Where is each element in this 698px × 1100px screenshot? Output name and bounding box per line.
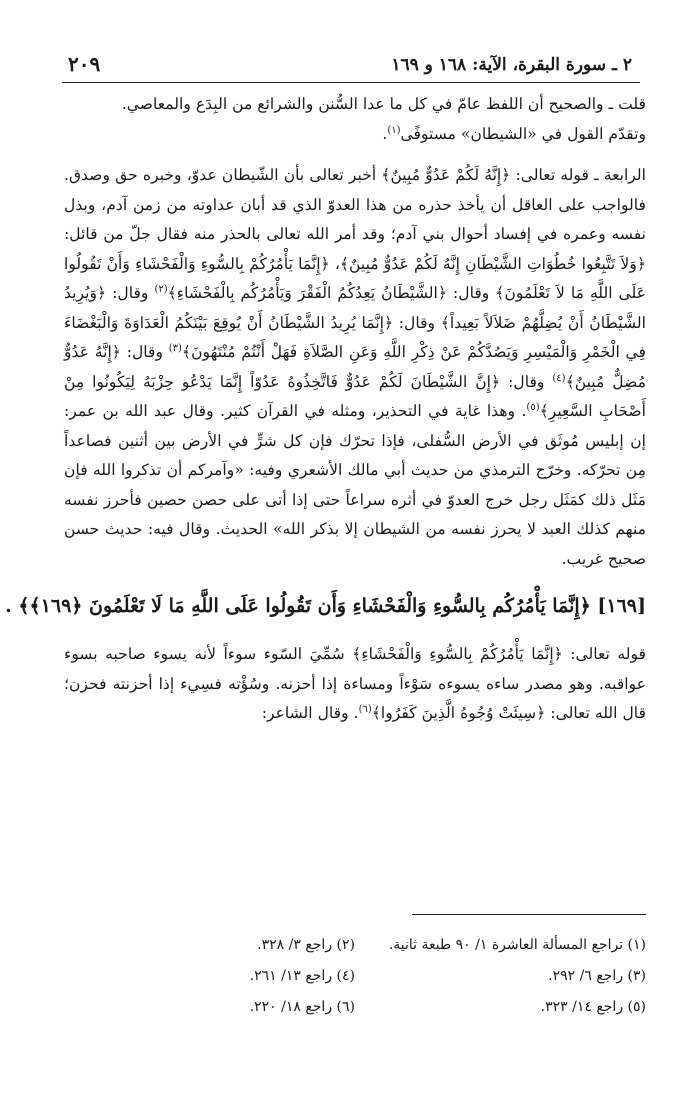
footnote-2: (٢) راجع ٣/ ٣٢٨.: [257, 937, 355, 953]
page-number: ٢٠٩: [68, 52, 101, 76]
footnote-row-3: [64, 992, 646, 1023]
paragraph-4-end: . وقال الشاعر:: [261, 704, 359, 722]
paragraph-3b-text: وقال: ﴿وَيُرِيدُ الشَّيْطَانُ أَنْ يُضِلَّهُمْ ضَلاَلاً بَعِيداً﴾ وقال: ﴿إِنَّمَا يُرِيدُ الشَّيْطَانُ أَنْ يُوقِعَ بَيْنَكُمُ الْعَدَاوَةَ وَالْبَغْضَاءَ فِي الْخَمْرِ وَالْمَيْسِرِ وَيَصُدَّكُمْ عَنْ ذِكْرِ اللَّهِ وَعَنِ الصَّلاَةِ فَهَلْ أَنْتُمْ مُنْتَهُونَ﴾: [64, 284, 646, 361]
footnote-row-1: [64, 930, 646, 961]
footnote-1: (١) تراجع المسألة العاشرة ١/ ٩٠ طبعة ثانية.: [388, 937, 646, 953]
paragraph-4: [64, 640, 646, 729]
paragraph-1: [64, 90, 646, 120]
paragraph-4-text: قوله تعالى: ﴿إِنَّمَا يَأْمُرُكُمْ بِالسُّوءِ وَالْفَحْشَاءِ﴾ سُمِّيَ السّوء سوءاً لأنه يسوء صاحبه بسوء عواقبه. وهو مصدر ساءه يسوءه سَوْءاً ومساءة إذا أحزنه. وسُؤْته فسِيء إذا أحزنته فحزن؛ قال الله تعالى: ﴿سِيئَتْ وُجُوهُ الَّذِينَ كَفَرُوا﴾: [64, 645, 646, 722]
footnote-ref-2: (٢): [154, 283, 168, 295]
footnote-4: (٤) راجع ١٣/ ٢٦١.: [249, 968, 355, 984]
footnote-row-2: [64, 961, 646, 992]
footnote-divider: [412, 914, 646, 915]
spacer: [64, 149, 646, 161]
footnote-ref-4: (٤): [552, 372, 566, 384]
footnote-ref-6: (٦): [358, 703, 372, 715]
footnote-6: (٦) راجع ١٨/ ٢٢٠.: [249, 999, 355, 1015]
page-header: [62, 52, 640, 83]
paragraph-3d-text: وقال: ﴿إِنَّ الشَّيْطَانَ لَكُمْ عَدُوٌّ فَاتَّخِذُوهُ عَدُوّاً إِنَّمَا يَدْعُو حِزْبَهُ لِيَكُونُوا مِنْ أَصْحَابِ السَّعِيرِ﴾: [64, 372, 646, 420]
footnote-3: (٣) راجع ٦/ ٢٩٢.: [548, 968, 646, 984]
paragraph-2-text: وتقدّم القول في «الشيطان» مستوفًى: [400, 124, 646, 143]
paragraph-3: [64, 161, 646, 574]
verse-heading: [١٦٩] ﴿إِنَّمَا يَأْمُرُكُم بِالسُّوءِ وَالْفَحْشَاءِ وَأَن تَقُولُوا عَلَى اللَّهِ مَا لَا تَعْلَمُونَ ﴿١٦٩﴾﴾ .: [5, 595, 646, 617]
footnote-5: (٥) راجع ١٤/ ٣٢٣.: [540, 999, 646, 1015]
paragraph-3c-text: وقال: ﴿إِنَّهُ عَدُوٌّ مُضِلٌّ مُبِينٌ﴾: [64, 343, 646, 391]
footnotes: [64, 930, 646, 1023]
paragraph-3a-text: الرابعة ـ قوله تعالى: ﴿إِنَّهُ لَكُمْ عَدُوٌّ مُبِينٌ﴾ أخبر تعالى بأن الشّيطان عدوّ، وخبره حق وصدق. فالواجب على العاقل أن يأخذ حذره من هذا العدوّ الذي قد أبان عداوته من زمن آدم، وبذل نفسه وعمره في إفساد أحوال بني آدم؛ وقد أمر الله تعالى بالحذر منه فقال جلّ من قائل: ﴿وَلاَ تَتَّبِعُوا خُطُوَاتِ الشَّيْطَانِ إِنَّهُ لَكُمْ عَدُوٌّ مُبِينٌ﴾، ﴿إِنَّمَا يَأْمُرُكُمْ بِالسُّوءِ وَالْفَحْشَاءِ وَأَنْ تَقُولُوا عَلَى اللَّهِ مَا لاَ تَعْلَمُونَ﴾ وقال: ﴿الشَّيْطَانُ يَعِدُكُمُ الْفَقْرَ وَيَأْمُرُكُم بِالْفَحْشَاءِ﴾: [64, 166, 646, 302]
main-text: [5, 90, 647, 729]
running-title: ٢ ـ سورة البقرة، الآية: ١٦٨ و ١٦٩: [391, 55, 632, 75]
paragraph-2: وتقدّم القول في «الشيطان» مستوفًى$^{(١)}$.: [382, 124, 646, 143]
footnote-ref-5: (٥): [526, 401, 540, 413]
paragraph-3e-text: . وهذا غاية في التحذير، ومثله في القرآن كثير. وقال عبد الله بن عمر: إن إبليس مُوثَق في الأرض السُّفلى، فإذا تحرّك فإن كل شرٍّ في الأرض بين أثنين فصاعداً مِن تحرّكه. وخرّج الترمذي من حديث أبي مالك الأشعري وفيه: «وآمركم أن تذكروا الله فإن مَثَل ذلك كمَثَل رجل خرج العدوّ في أثره سراعاً حتى إذا أتى على حصن حصين فأحرز نفسه منهم كذلك العبد لا يحرز نفسه من الشيطان إلا بذكر الله» الحديث. وقال فيه: حديث حسن صحيح غريب.: [64, 402, 647, 568]
footnote-ref-3: (٣): [168, 342, 182, 354]
paragraph-1-text: قلت ـ والصحيح أن اللفظ عامّ في كل ما عدا السُّنن والشرائع من البِدَع والمعاصي.: [121, 95, 646, 113]
footnote-ref-1: (١): [387, 124, 401, 136]
